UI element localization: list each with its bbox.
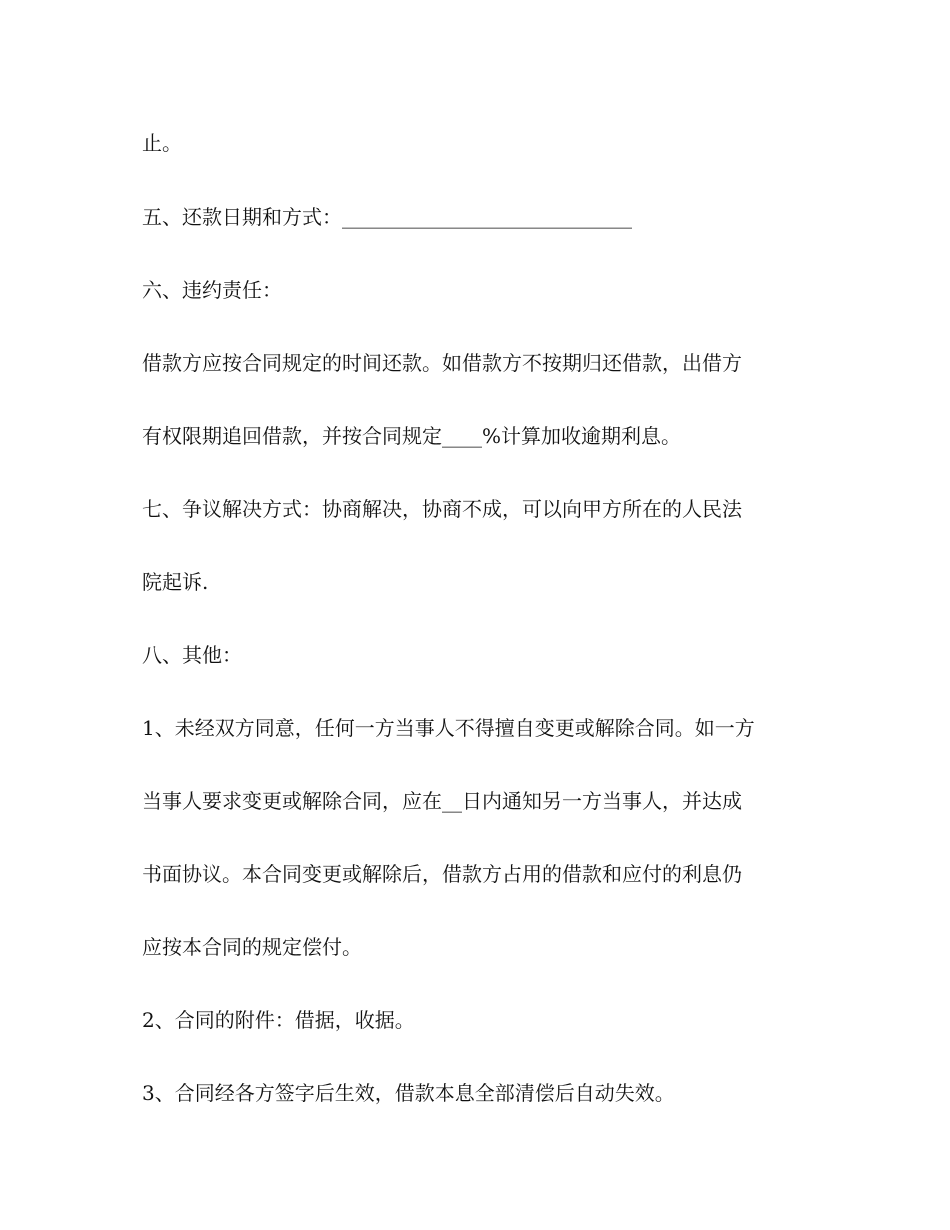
clause-2: 2、合同的附件：借据，收据。 (142, 1008, 415, 1032)
section-8-heading: 八、其他： (142, 643, 242, 667)
clause-1-line-2: 当事人要求变更或解除合同，应在__日内通知另一方当事人，并达成 (142, 789, 742, 813)
section-5-repayment: 五、还款日期和方式：_____________________________ (142, 205, 632, 229)
section-6-text-line-2: 有权限期追回借款，并按合同规定____%计算加收逾期利息。 (142, 424, 682, 448)
section-6-heading: 六、违约责任： (142, 278, 282, 302)
clause-1-line-1: 1、未经双方同意，任何一方当事人不得擅自变更或解除合同。如一方 (142, 716, 755, 740)
text-line-continuation: 止。 (142, 131, 182, 155)
section-6-text-line-1: 借款方应按合同规定的时间还款。如借款方不按期归还借款，出借方 (142, 351, 742, 375)
clause-3: 3、合同经各方签字后生效，借款本息全部清偿后自动失效。 (142, 1081, 675, 1105)
section-7-line-1: 七、争议解决方式：协商解决，协商不成，可以向甲方所在的人民法 (142, 497, 742, 521)
clause-1-line-3: 书面协议。本合同变更或解除后，借款方占用的借款和应付的利息仍 (142, 862, 742, 886)
clause-1-line-4: 应按本合同的规定偿付。 (142, 935, 362, 959)
section-7-line-2: 院起诉. (142, 570, 209, 594)
